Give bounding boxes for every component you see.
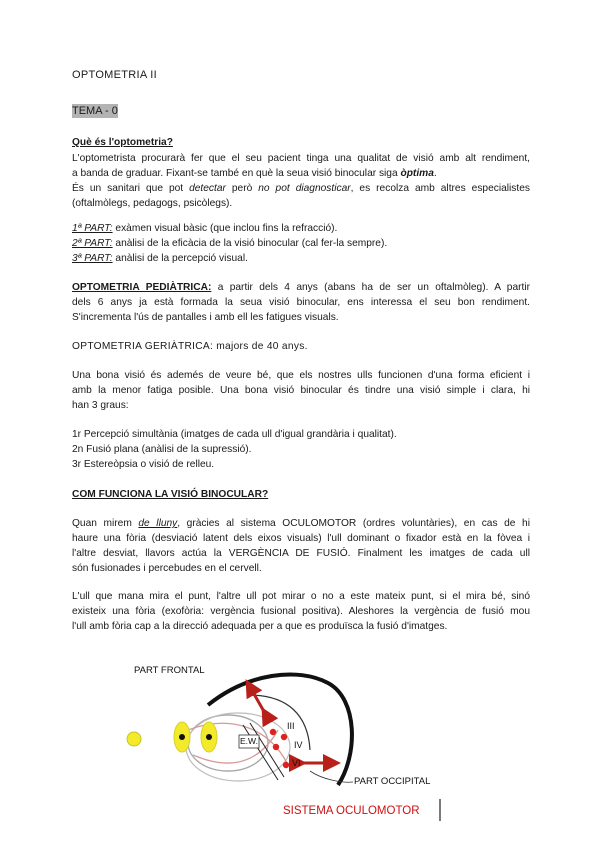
pediatric-line1: [72, 280, 530, 295]
nucleus-vi: [283, 762, 289, 768]
para1-line4: (oftalmòlegs, pedagogs, psicòlegs).: [72, 198, 233, 209]
para1-line1: L'optometrista procurarà fer que el seu pacient tinga una qualitat de visió amb alt rendiment,: [72, 153, 530, 164]
fixation-point: [127, 732, 141, 746]
nucleus-iii: [281, 734, 287, 740]
text-run: , gràcies al sistema OCULOMOTOR (ordres voluntàries), en cas de hi: [177, 518, 530, 529]
para1-line2: [72, 166, 530, 181]
text-run: a banda de graduar. Fixant-se també en què la seua visió binocular siga: [72, 168, 401, 179]
part-label: 3ª PART:: [72, 253, 113, 264]
section-heading-how: COM FUNCIONA LA VISIÓ BINOCULAR?: [72, 489, 269, 500]
how-p2-line3: l'ull amb fòria cap a la direcció adequada per a que es produïsca la fusió d'imatges.: [72, 621, 448, 632]
how-p2-line2: existeix una fòria (exofòria: vergència fusional positiva). Aleshores la vergència de fusió mou: [72, 606, 530, 617]
pediatric-heading: OPTOMETRIA PEDIÀTRICA:: [72, 282, 212, 293]
geriatric-line: OPTOMETRIA GERIÀTRICA: majors de 40 anys.: [72, 341, 308, 352]
section-heading-what: Què és l'optometria?: [72, 137, 173, 148]
pediatric-line3: S'incrementa l'ús de pantalles i amb ell les fatigues visuals.: [72, 312, 339, 323]
topic-highlight: TEMA - 0: [72, 105, 118, 117]
label-nerve-vi: VI: [292, 758, 301, 768]
emphasis-detectar: detectar: [189, 183, 226, 194]
label-part-occipital: PART OCCIPITAL: [354, 776, 431, 787]
part-text: exàmen visual bàsic (que inclou fins la refracció).: [112, 223, 338, 234]
grade-item: 2n Fusió plana (anàlisi de la supressió).: [72, 444, 252, 455]
oculomotor-figure: [118, 655, 458, 830]
part-text: anàlisi de la percepció visual.: [112, 253, 248, 264]
part-item: [72, 236, 530, 251]
diagram-caption: SISTEMA OCULOMOTOR: [283, 805, 420, 817]
part-text: anàlisi de la eficàcia de la visió binocular (cal fer-la sempre).: [112, 238, 388, 249]
para1-line3: [72, 181, 530, 196]
text-run: Quan mirem: [72, 518, 139, 529]
brain-outline: [208, 674, 352, 785]
pediatric-line2: dels 6 anys ja està formada la seua visió binocular, ens interessa el seu bon rendiment.: [72, 297, 530, 308]
how-p1-line3: l'altre desviat, llavors actúa la VERGÈNCIA DE FUSIÓ. Finalment les imatges de cada ull: [72, 548, 530, 559]
label-ew: E.W.: [240, 736, 258, 746]
part-item: [72, 251, 530, 266]
nucleus-iv: [273, 744, 279, 750]
part-label: 1ª PART:: [72, 223, 113, 234]
text-run: , es recolza amb altres especialistes: [350, 183, 530, 194]
binocular-line3: han 3 graus:: [72, 400, 129, 411]
how-p1-line4: són fusionades i percebudes en el cervell.: [72, 563, 262, 574]
binocular-line2: amb la menor fatiga posible. Una bona visió binocular és tindre una visió simple i clara, hi: [72, 385, 530, 396]
how-p1-line2: haure una fòria (desviació latent dels eixos visuals) l'ull dominant o fixador està en la fòvea i: [72, 533, 530, 544]
part-label: 2ª PART:: [72, 238, 113, 249]
topic-line: [72, 104, 530, 119]
course-title: OPTOMETRIA II: [72, 69, 157, 81]
oculomotor-diagram: [118, 655, 458, 830]
label-nerve-iii: III: [287, 721, 295, 731]
frontal-arrow: [250, 687, 266, 715]
emphasis-de-lluny: de lluny: [138, 518, 178, 529]
label-part-frontal: PART FRONTAL: [134, 665, 205, 676]
right-pupil: [206, 734, 212, 740]
part-item: [72, 221, 530, 236]
emphasis-optima: òptima: [400, 168, 434, 179]
text-run: És un sanitari que pot: [72, 183, 190, 194]
text-run: a partir dels 4 anys (abans ha de ser un oftalmòleg). A partir: [211, 282, 530, 293]
text-run: .: [433, 168, 437, 179]
binocular-line1: Una bona visió és ademés de veure bé, que els nostres ulls funcionen d'una forma eficient i: [72, 370, 530, 381]
emphasis-no-diagnosticar: no pot diagnosticar: [258, 183, 351, 194]
text-run: però: [225, 183, 259, 194]
nucleus-iii: [270, 729, 276, 735]
grade-item: 1r Percepció simultània (imatges de cada ull d'igual grandària i qualitat).: [72, 429, 397, 440]
left-pupil: [179, 734, 185, 740]
how-p2-line1: L'ull que mana mira el punt, l'altre ull pot mirar o no a este mateix punt, si el mira bé, sinó: [72, 591, 530, 602]
label-nerve-iv: IV: [294, 740, 303, 750]
how-p1-line1: [72, 516, 530, 531]
grade-item: 3r Estereòpsia o visió de relleu.: [72, 459, 215, 470]
